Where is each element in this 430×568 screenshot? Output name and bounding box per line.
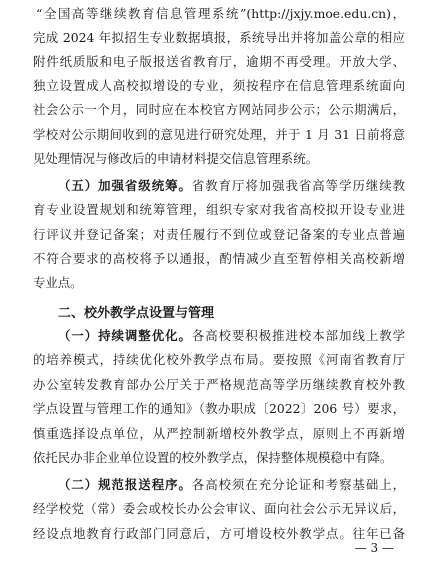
body-line: 慎重选择设点单位，从严控制新增校外教学点，原则上不再新增: [33, 426, 405, 441]
section-heading: 二、校外教学点设置与管理: [58, 306, 215, 321]
paragraph-heading: （五）加强省级统筹。: [58, 178, 192, 193]
body-line: 经设点地教育行政部门同意后，方可增设校外教学点。往年已备: [33, 526, 405, 541]
body-line: 不符合要求的高校将予以通报，酌情减少直至暂停相关高校新增: [33, 251, 405, 266]
body-line: 社会公示一个月，同时应在本校官方网站同步公示；公示期满后，: [33, 102, 405, 117]
body-line: 独立设置成人高校拟增设的专业，须按程序在信息管理系统面向: [33, 78, 405, 93]
body-line: 的培养模式，持续优化校外教学点布局。要按照《河南省教育厅: [33, 352, 405, 367]
body-line: 学点设置与管理工作的通知》（教办职成〔2022〕206 号）要求，: [33, 401, 405, 416]
paragraph-heading: （一）持续调整优化。: [58, 328, 192, 343]
body-line: 附件纸质版和电子版报送省教育厅，逾期不再受理。开放大学、: [33, 54, 405, 69]
paragraph-first-line: （一）持续调整优化。各高校要积极推进校本部加线上教学: [58, 328, 405, 343]
paragraph-heading: （二）规范报送程序。: [58, 477, 192, 492]
body-line: 见处理情况与修改后的申请材料提交信息管理系统。: [33, 151, 318, 166]
body-line: 完成 2024 年拟招生专业数据填报，系统导出并将加盖公章的相应: [33, 30, 405, 45]
page-number: — 3 —: [354, 541, 394, 555]
body-line: 专业点。: [33, 275, 83, 290]
body-line: 行评议并登记备案；对责任履行不到位或登记备案的专业点普遍: [33, 227, 405, 242]
paragraph-first-line: （五）加强省级统筹。省教育厅将加强我省高等学历继续教: [58, 178, 405, 193]
body-line: 依托民办非企业单位设置的校外教学点，保持整体规模稳中有降。: [33, 450, 393, 465]
body-line: 经学校党（常）委会或校长办公会审议、面向社会公示无异议后，: [33, 501, 405, 516]
body-line: 学校对公示期间收到的意见进行研究处理，并于 1 月 31 日前将意: [33, 127, 405, 142]
body-line: 育专业设置规划和统筹管理，组织专家对我省高校拟开设专业进: [33, 202, 405, 217]
paragraph-first-line: （二）规范报送程序。各高校须在充分论证和考察基础上，: [58, 477, 405, 492]
body-line: “全国高等继续教育信息管理系统”(http://jxjy.moe.edu.cn)，: [36, 6, 405, 21]
body-line: 办公室转发教育部办公厅关于严格规范高等学历继续教育校外教: [33, 377, 405, 392]
